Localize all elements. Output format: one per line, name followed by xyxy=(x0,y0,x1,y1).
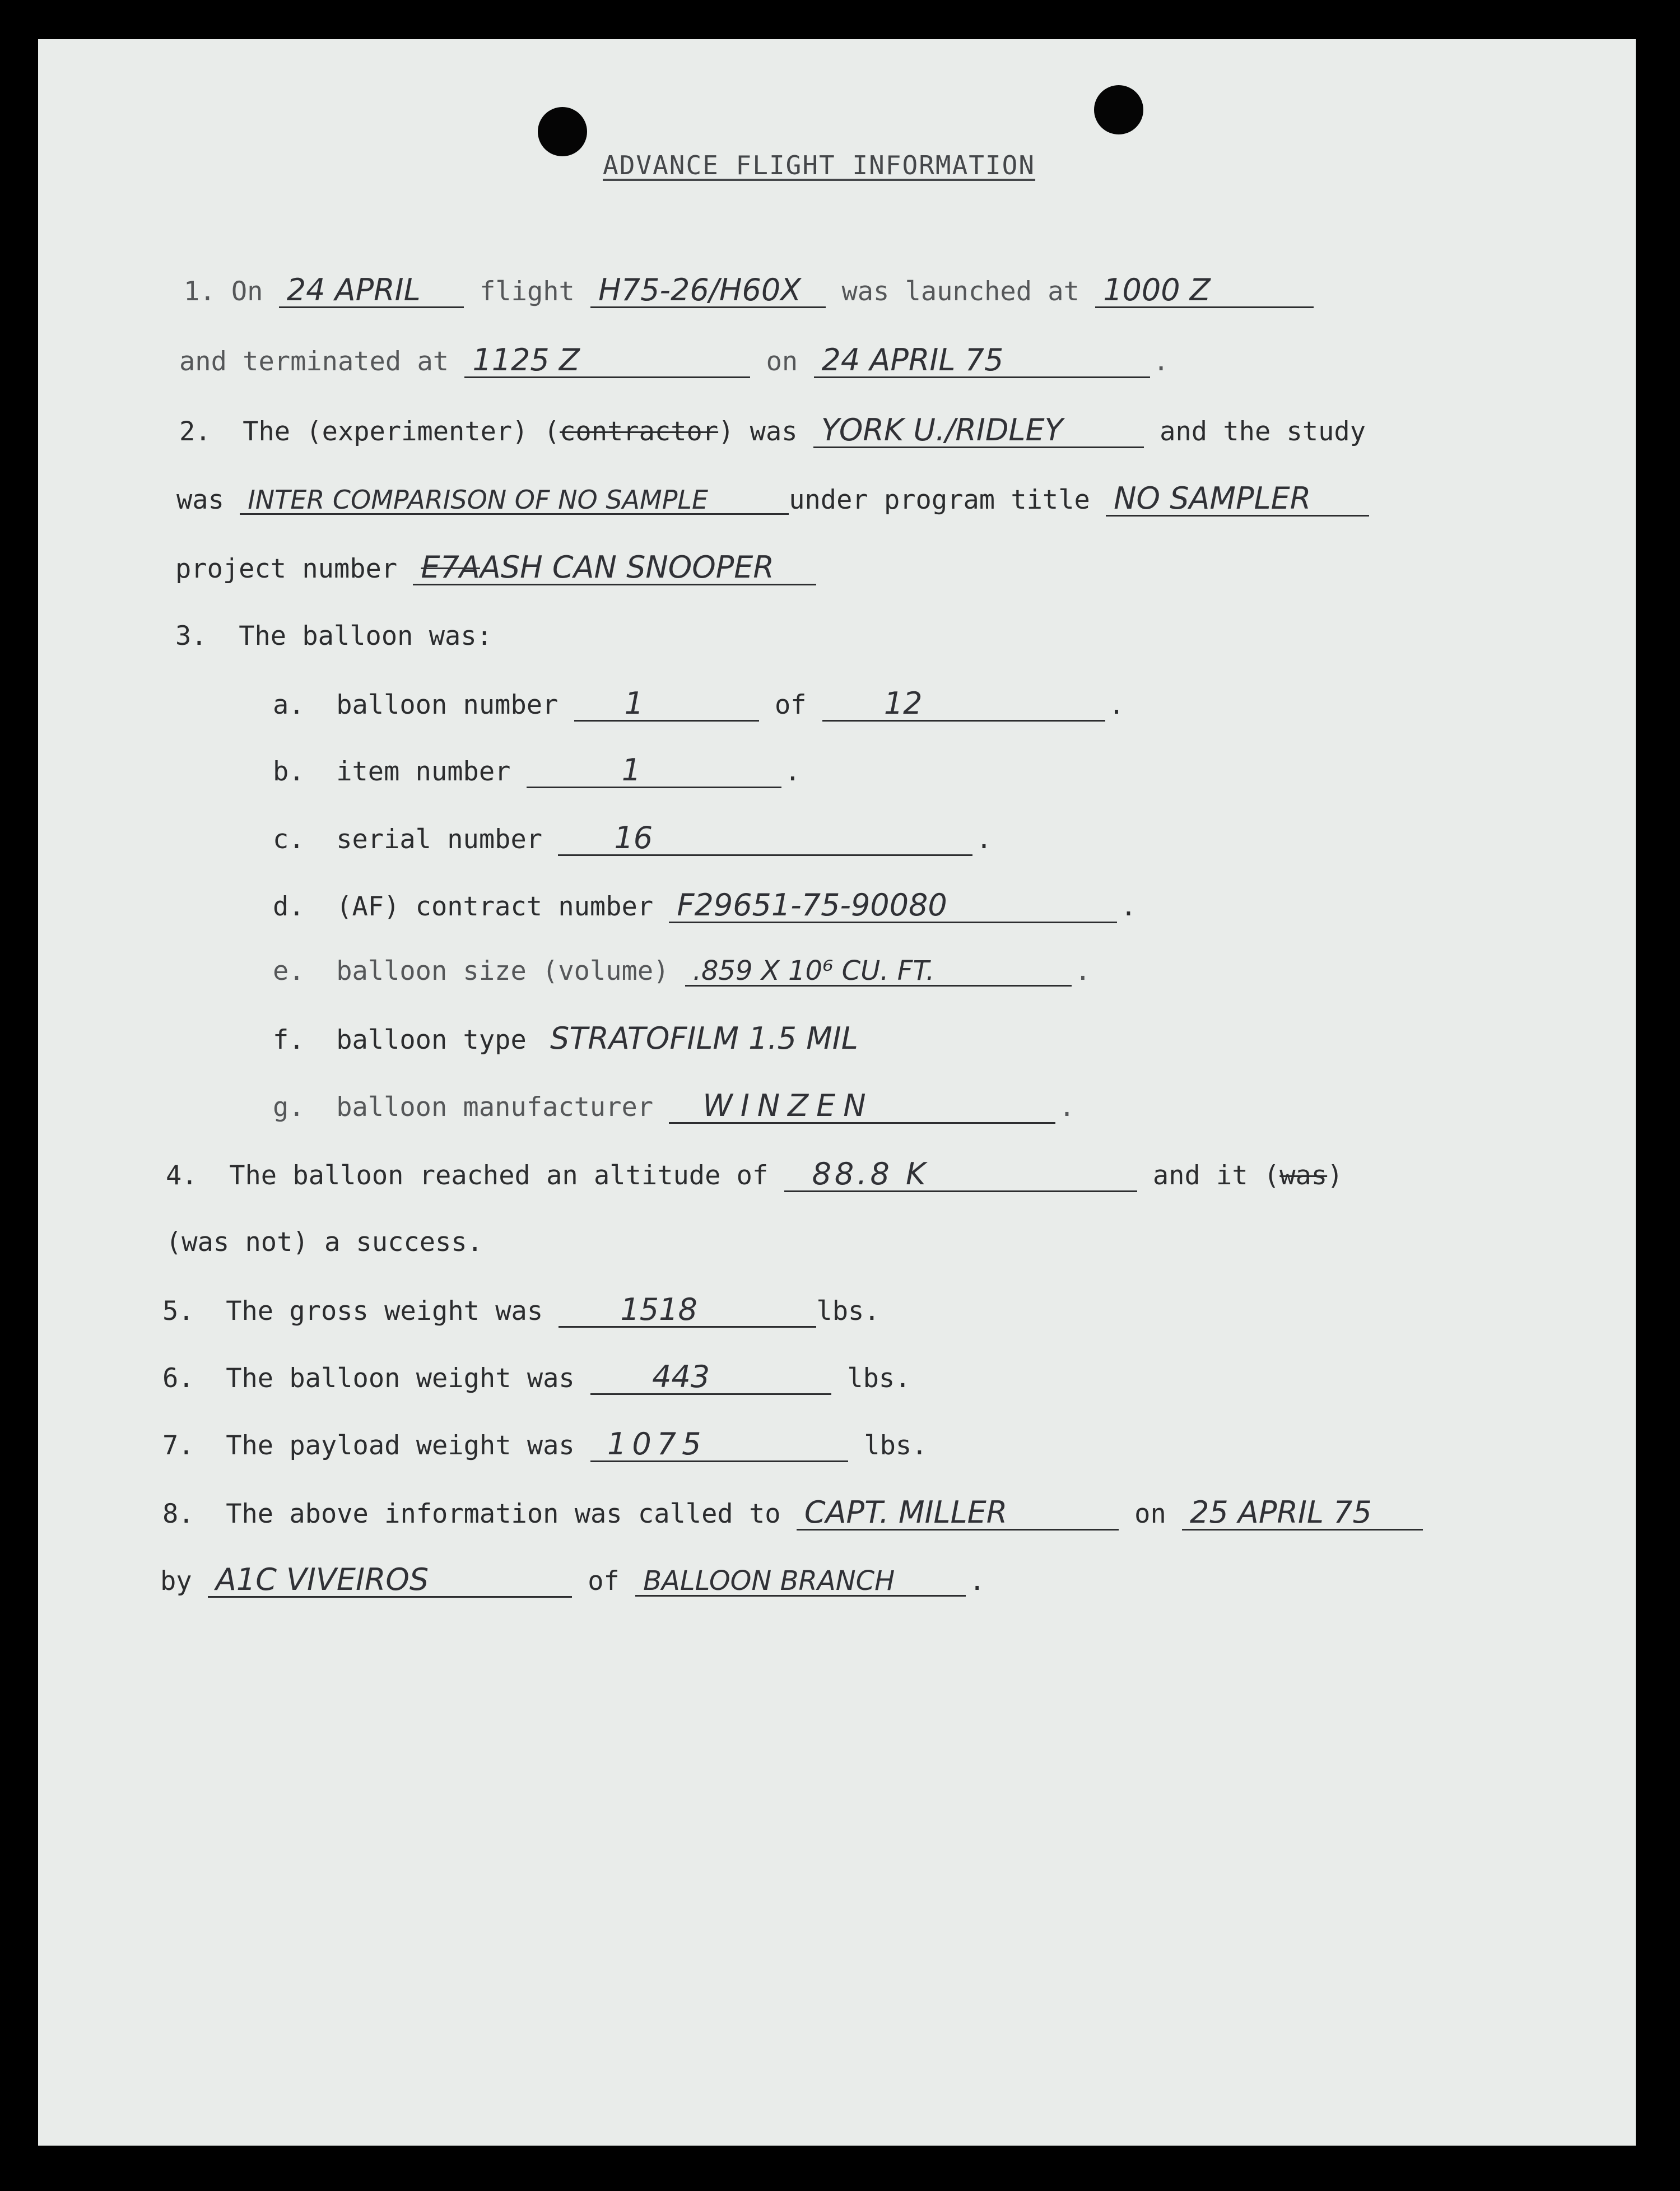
label: and terminated at xyxy=(179,346,449,377)
balloon-weight-field: 443 xyxy=(590,1361,831,1395)
balloon-size-field: .859 X 10⁶ CU. FT. xyxy=(685,957,1072,987)
experimenter-field: YORK U./RIDLEY xyxy=(813,415,1144,448)
label: The balloon reached an altitude of xyxy=(229,1160,769,1191)
item-number-field: 1 xyxy=(527,755,781,788)
period: . xyxy=(976,824,992,855)
item-3-heading xyxy=(175,621,492,652)
called-by-field: A1C VIVEIROS xyxy=(208,1564,572,1598)
label: flight xyxy=(480,276,575,307)
item-number: 1. xyxy=(184,276,216,307)
label: serial number xyxy=(336,824,543,855)
label: (was not) a success. xyxy=(166,1227,483,1258)
label: balloon size (volume) xyxy=(336,956,669,987)
label: was xyxy=(176,485,224,515)
item-1-line-1 xyxy=(184,272,1314,308)
item-number: 7. xyxy=(162,1430,194,1461)
period: . xyxy=(1059,1092,1075,1123)
label: of xyxy=(774,690,807,720)
label: project number xyxy=(175,553,398,584)
item-3c xyxy=(273,822,992,856)
sub-letter: e. xyxy=(273,956,305,987)
period: . xyxy=(1120,891,1137,922)
called-to-field: CAPT. MILLER xyxy=(797,1497,1119,1531)
payload-weight-field: 1075 xyxy=(590,1429,848,1462)
organization-field: BALLOON BRANCH xyxy=(635,1567,966,1597)
period: . xyxy=(1074,956,1091,987)
item-number: 4. xyxy=(166,1160,198,1191)
item-2-line-2 xyxy=(176,483,1369,517)
item-number: 8. xyxy=(162,1499,194,1529)
struck-text: was xyxy=(1279,1160,1328,1191)
item-7 xyxy=(162,1426,928,1462)
project-number-field xyxy=(413,552,816,585)
item-8-line-1 xyxy=(162,1497,1423,1531)
launch-time-field: 1000 Z xyxy=(1095,275,1314,308)
period: . xyxy=(969,1566,985,1597)
label: ) was xyxy=(718,416,798,447)
study-field: INTER COMPARISON OF NO SAMPLE xyxy=(240,486,789,515)
sub-letter: a. xyxy=(273,690,305,720)
item-3f xyxy=(273,1023,968,1057)
item-number: 5. xyxy=(162,1296,194,1327)
gross-weight-field: 1518 xyxy=(559,1294,816,1328)
sub-letter: f. xyxy=(273,1025,305,1055)
label: item number xyxy=(336,756,511,787)
item-1-line-2 xyxy=(179,342,1169,378)
project-value: ASH CAN SNOOPER xyxy=(480,550,774,585)
punch-hole-right xyxy=(1094,85,1143,134)
flight-date-field: 24 APRIL xyxy=(279,275,464,308)
struck-text: contractor xyxy=(560,416,719,447)
label: and it ( xyxy=(1152,1160,1280,1191)
item-5 xyxy=(162,1294,880,1328)
label: The balloon weight was xyxy=(226,1363,575,1394)
item-8-line-2 xyxy=(160,1564,985,1598)
program-title-field: NO SAMPLER xyxy=(1106,483,1369,517)
sub-letter: c. xyxy=(273,824,305,855)
flight-number-field: H75-26/H60X xyxy=(590,275,826,308)
item-number: 6. xyxy=(162,1363,194,1394)
unit: lbs. xyxy=(847,1363,911,1394)
unit: lbs. xyxy=(816,1296,880,1327)
balloon-count-field: 12 xyxy=(822,688,1105,722)
label: balloon manufacturer xyxy=(336,1092,654,1123)
manufacturer-field: WINZEN xyxy=(669,1090,1055,1124)
termination-date-field: 24 APRIL 75 xyxy=(814,345,1150,378)
label: balloon type xyxy=(336,1025,527,1055)
label: and the study xyxy=(1160,416,1366,447)
item-number: 3. xyxy=(175,621,207,652)
label: The payload weight was xyxy=(226,1430,575,1461)
label: on xyxy=(766,346,798,377)
period: . xyxy=(1108,690,1125,720)
called-date-field: 25 APRIL 75 xyxy=(1182,1497,1423,1531)
serial-number-field: 16 xyxy=(558,822,972,856)
item-3a xyxy=(273,688,1124,722)
item-3g xyxy=(273,1090,1075,1124)
contract-number-field: F29651-75-90080 xyxy=(669,890,1117,923)
label: under program title xyxy=(789,485,1090,515)
period: . xyxy=(784,756,801,787)
unit: lbs. xyxy=(864,1430,928,1461)
label: The (experimenter) ( xyxy=(243,416,560,447)
label: (AF) contract number xyxy=(336,891,654,922)
struck-text: E7A xyxy=(421,550,480,585)
label: on xyxy=(1134,1499,1166,1529)
item-number: 2. xyxy=(179,416,211,447)
item-2-line-1 xyxy=(179,412,1366,448)
label: was launched at xyxy=(841,276,1079,307)
item-3e xyxy=(273,956,1091,987)
item-4-line-2 xyxy=(166,1227,483,1258)
sub-letter: g. xyxy=(273,1092,305,1123)
termination-time-field: 1125 Z xyxy=(464,345,750,378)
balloon-number-field: 1 xyxy=(574,688,759,722)
period: . xyxy=(1153,346,1169,377)
punch-hole-left xyxy=(538,107,587,156)
label: balloon number xyxy=(336,690,559,720)
altitude-field: 88.8 K xyxy=(784,1159,1137,1192)
form-title: ADVANCE FLIGHT INFORMATION xyxy=(603,150,1036,180)
label: ) xyxy=(1327,1160,1343,1191)
item-4-line-1 xyxy=(166,1156,1343,1192)
label: On xyxy=(231,276,263,307)
item-6 xyxy=(162,1361,911,1395)
sub-letter: d. xyxy=(273,891,305,922)
item-3b xyxy=(273,752,801,788)
balloon-type-field: STRATOFILM 1.5 MIL xyxy=(550,1021,858,1056)
label: The above information was called to xyxy=(226,1499,781,1529)
item-2-line-3 xyxy=(175,552,816,585)
label: The balloon was: xyxy=(239,621,492,652)
label: The gross weight was xyxy=(226,1296,543,1327)
label: by xyxy=(160,1566,192,1597)
label: of xyxy=(588,1566,620,1597)
sub-letter: b. xyxy=(273,756,305,787)
item-3d xyxy=(273,887,1137,923)
